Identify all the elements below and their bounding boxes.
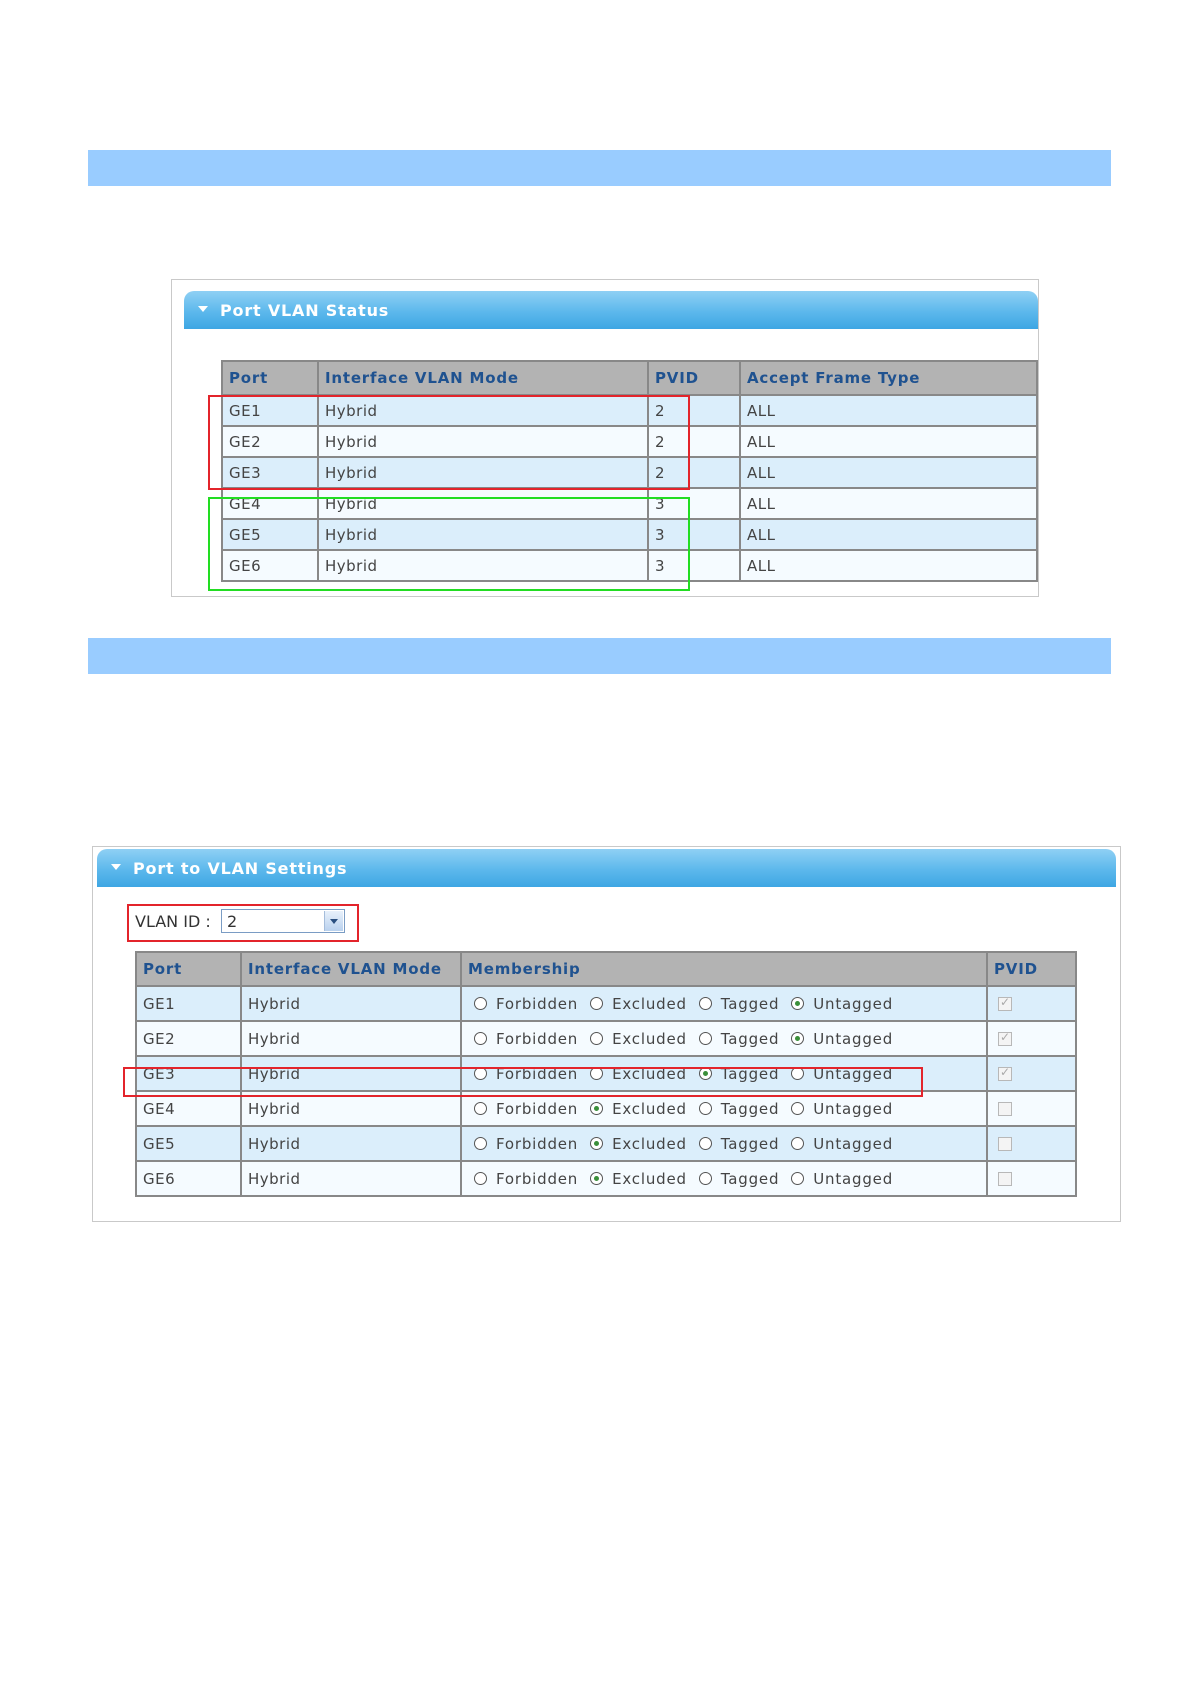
cell-mode: Hybrid	[318, 457, 648, 488]
table-row	[222, 550, 1037, 581]
cell-mode: Hybrid	[241, 1126, 461, 1161]
cell-mode: Hybrid	[241, 986, 461, 1021]
col-header-pvid: PVID	[987, 952, 1076, 986]
radio-label: Tagged	[720, 1029, 780, 1048]
radio-label: Untagged	[813, 1029, 894, 1048]
membership-option-excluded[interactable]	[590, 1135, 687, 1153]
membership-option-untagged[interactable]	[791, 995, 893, 1013]
membership-option-untagged[interactable]	[791, 1100, 893, 1118]
radio-button[interactable]	[791, 1137, 804, 1150]
cell-pvid	[987, 1056, 1076, 1091]
cell-port: GE4	[136, 1091, 241, 1126]
membership-option-tagged[interactable]	[699, 1135, 779, 1153]
radio-button[interactable]	[699, 1137, 712, 1150]
panel-title: Port to VLAN Settings	[133, 859, 348, 878]
radio-button[interactable]	[590, 1102, 603, 1115]
table-row	[136, 1056, 1076, 1091]
radio-label: Tagged	[720, 1134, 780, 1153]
pvid-checkbox[interactable]	[998, 997, 1012, 1011]
pvid-checkbox[interactable]	[998, 1032, 1012, 1046]
radio-label: Untagged	[813, 1134, 894, 1153]
membership-option-tagged[interactable]	[699, 995, 779, 1013]
chevron-down-icon[interactable]	[324, 911, 343, 931]
radio-label: Untagged	[813, 994, 894, 1013]
radio-label: Untagged	[813, 1064, 894, 1083]
cell-port: GE6	[222, 550, 318, 581]
membership-option-forbidden[interactable]	[474, 1170, 578, 1188]
collapse-triangle-icon[interactable]	[111, 864, 121, 870]
cell-port: GE3	[136, 1056, 241, 1091]
radio-label: Tagged	[720, 1169, 780, 1188]
radio-label: Tagged	[720, 994, 780, 1013]
membership-option-untagged[interactable]	[791, 1065, 893, 1083]
pvid-checkbox[interactable]	[998, 1137, 1012, 1151]
radio-label: Forbidden	[496, 1029, 579, 1048]
table-row	[222, 395, 1037, 426]
cell-pvid: 3	[648, 550, 740, 581]
membership-option-excluded[interactable]	[590, 1065, 687, 1083]
radio-label: Forbidden	[496, 994, 579, 1013]
radio-label: Forbidden	[496, 1099, 579, 1118]
radio-label: Tagged	[720, 1064, 780, 1083]
radio-button[interactable]	[590, 997, 603, 1010]
cell-mode: Hybrid	[318, 519, 648, 550]
radio-button[interactable]	[590, 1032, 603, 1045]
cell-port: GE2	[136, 1021, 241, 1056]
radio-button[interactable]	[699, 1032, 712, 1045]
radio-button[interactable]	[474, 1102, 487, 1115]
cell-mode: Hybrid	[241, 1056, 461, 1091]
table-row	[222, 488, 1037, 519]
cell-membership	[461, 1091, 987, 1126]
col-header-port: Port	[136, 952, 241, 986]
radio-label: Excluded	[612, 1064, 687, 1083]
col-header-mode: Interface VLAN Mode	[318, 361, 648, 395]
radio-button[interactable]	[699, 997, 712, 1010]
radio-button[interactable]	[474, 997, 487, 1010]
cell-accept-frame-type: ALL	[740, 395, 1037, 426]
table-row	[136, 1161, 1076, 1196]
cell-accept-frame-type: ALL	[740, 457, 1037, 488]
table-row	[222, 457, 1037, 488]
port-vlan-status-header[interactable]	[184, 291, 1038, 329]
cell-port: GE1	[222, 395, 318, 426]
radio-label: Tagged	[720, 1099, 780, 1118]
col-header-pvid: PVID	[648, 361, 740, 395]
cell-membership	[461, 1161, 987, 1196]
membership-option-excluded[interactable]	[590, 995, 687, 1013]
port-vlan-status-panel	[171, 279, 1039, 597]
cell-accept-frame-type: ALL	[740, 550, 1037, 581]
membership-option-excluded[interactable]	[590, 1170, 687, 1188]
cell-mode: Hybrid	[318, 395, 648, 426]
port-vlan-status-table	[221, 360, 1038, 582]
membership-option-tagged[interactable]	[699, 1065, 779, 1083]
col-header-port: Port	[222, 361, 318, 395]
cell-accept-frame-type: ALL	[740, 426, 1037, 457]
membership-option-tagged[interactable]	[699, 1100, 779, 1118]
radio-button[interactable]	[791, 1067, 804, 1080]
cell-port: GE4	[222, 488, 318, 519]
vlan-id-label: VLAN ID :	[135, 912, 211, 931]
cell-mode: Hybrid	[318, 488, 648, 519]
radio-label: Excluded	[612, 1099, 687, 1118]
radio-button[interactable]	[474, 1137, 487, 1150]
radio-label: Excluded	[612, 994, 687, 1013]
cell-mode: Hybrid	[241, 1021, 461, 1056]
pvid-checkbox[interactable]	[998, 1102, 1012, 1116]
cell-port: GE2	[222, 426, 318, 457]
cell-pvid: 2	[648, 426, 740, 457]
membership-option-forbidden[interactable]	[474, 1065, 578, 1083]
cell-port: GE1	[136, 986, 241, 1021]
cell-port: GE3	[222, 457, 318, 488]
radio-button[interactable]	[699, 1102, 712, 1115]
collapse-triangle-icon[interactable]	[198, 306, 208, 312]
radio-button[interactable]	[590, 1137, 603, 1150]
table-row	[136, 1126, 1076, 1161]
membership-option-untagged[interactable]	[791, 1135, 893, 1153]
membership-option-forbidden[interactable]	[474, 1100, 578, 1118]
membership-option-tagged[interactable]	[699, 1030, 779, 1048]
cell-pvid: 3	[648, 488, 740, 519]
cell-accept-frame-type: ALL	[740, 519, 1037, 550]
cell-pvid: 2	[648, 457, 740, 488]
cell-membership	[461, 986, 987, 1021]
cell-port: GE5	[222, 519, 318, 550]
pvid-checkbox[interactable]	[998, 1172, 1012, 1186]
pvid-checkbox[interactable]	[998, 1067, 1012, 1081]
radio-button[interactable]	[590, 1067, 603, 1080]
cell-mode: Hybrid	[318, 426, 648, 457]
membership-option-untagged[interactable]	[791, 1030, 893, 1048]
radio-button[interactable]	[791, 997, 804, 1010]
cell-pvid	[987, 1021, 1076, 1056]
cell-pvid	[987, 1091, 1076, 1126]
cell-accept-frame-type: ALL	[740, 488, 1037, 519]
col-header-membership: Membership	[461, 952, 987, 986]
table-row	[136, 1021, 1076, 1056]
radio-button[interactable]	[699, 1067, 712, 1080]
section-band-top	[88, 150, 1111, 186]
vlan-id-value: 2	[227, 912, 238, 931]
cell-membership	[461, 1126, 987, 1161]
cell-pvid: 3	[648, 519, 740, 550]
membership-option-tagged[interactable]	[699, 1170, 779, 1188]
radio-label: Untagged	[813, 1099, 894, 1118]
col-header-mode: Interface VLAN Mode	[241, 952, 461, 986]
radio-button[interactable]	[699, 1172, 712, 1185]
membership-option-untagged[interactable]	[791, 1170, 893, 1188]
radio-label: Forbidden	[496, 1064, 579, 1083]
cell-membership	[461, 1056, 987, 1091]
radio-label: Untagged	[813, 1169, 894, 1188]
radio-label: Forbidden	[496, 1134, 579, 1153]
col-header-accept-frame-type: Accept Frame Type	[740, 361, 1037, 395]
panel-title: Port VLAN Status	[220, 301, 390, 320]
port-to-vlan-header[interactable]	[97, 849, 1116, 887]
radio-label: Excluded	[612, 1029, 687, 1048]
cell-mode: Hybrid	[241, 1091, 461, 1126]
membership-option-forbidden[interactable]	[474, 1135, 578, 1153]
cell-pvid	[987, 1161, 1076, 1196]
radio-button[interactable]	[791, 1102, 804, 1115]
radio-button[interactable]	[590, 1172, 603, 1185]
table-row	[222, 426, 1037, 457]
cell-pvid	[987, 1126, 1076, 1161]
radio-button[interactable]	[474, 1172, 487, 1185]
membership-option-forbidden[interactable]	[474, 995, 578, 1013]
cell-port: GE5	[136, 1126, 241, 1161]
radio-button[interactable]	[791, 1172, 804, 1185]
table-row	[136, 1091, 1076, 1126]
radio-button[interactable]	[791, 1032, 804, 1045]
port-to-vlan-table	[135, 951, 1077, 1197]
membership-option-forbidden[interactable]	[474, 1030, 578, 1048]
cell-pvid: 2	[648, 395, 740, 426]
section-band-middle	[88, 638, 1111, 674]
cell-pvid	[987, 986, 1076, 1021]
membership-option-excluded[interactable]	[590, 1030, 687, 1048]
radio-label: Excluded	[612, 1134, 687, 1153]
table-row	[136, 986, 1076, 1021]
radio-label: Excluded	[612, 1169, 687, 1188]
cell-port: GE6	[136, 1161, 241, 1196]
membership-option-excluded[interactable]	[590, 1100, 687, 1118]
radio-button[interactable]	[474, 1067, 487, 1080]
radio-button[interactable]	[474, 1032, 487, 1045]
cell-mode: Hybrid	[318, 550, 648, 581]
port-to-vlan-settings-panel	[92, 846, 1121, 1222]
vlan-id-select[interactable]	[221, 909, 345, 933]
table-row	[222, 519, 1037, 550]
cell-mode: Hybrid	[241, 1161, 461, 1196]
cell-membership	[461, 1021, 987, 1056]
radio-label: Forbidden	[496, 1169, 579, 1188]
